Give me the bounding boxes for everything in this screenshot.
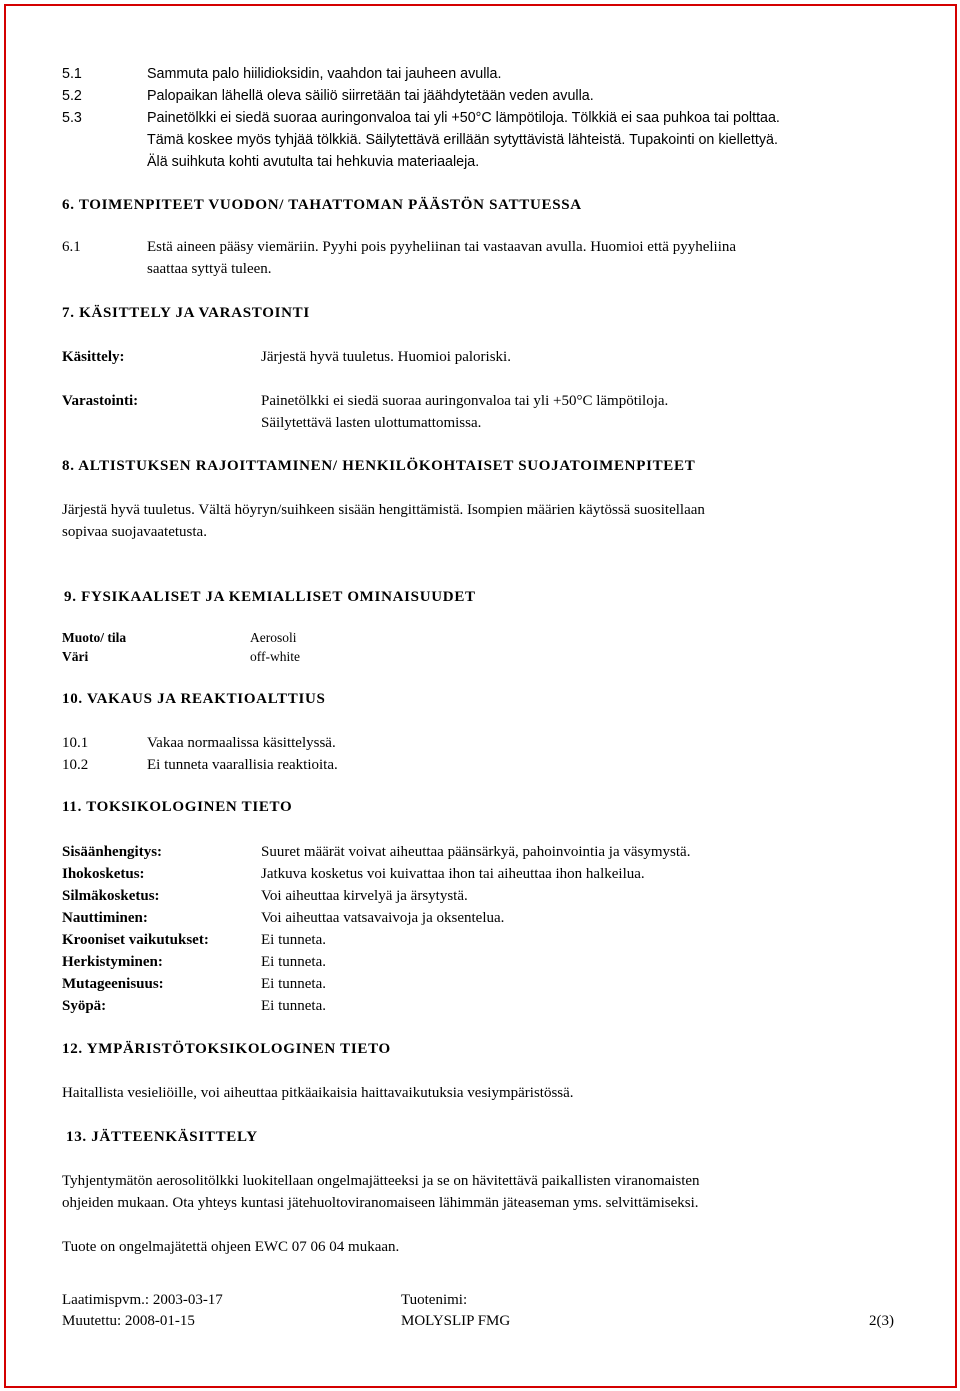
section-heading: 10. VAKAUS JA REAKTIOALTTIUS (62, 691, 326, 707)
paragraph-text: sopivaa suojavaatetusta. (62, 524, 207, 540)
tox-value: Ei tunneta. (261, 976, 326, 992)
item-number: 10.1 (62, 735, 89, 751)
footer-created-date: Laatimispvm.: 2003-03-17 (62, 1292, 223, 1308)
item-number: 5.3 (62, 110, 82, 126)
tox-label: Syöpä: (62, 998, 107, 1014)
section-heading: 9. FYSIKAALISET JA KEMIALLISET OMINAISUUDET (64, 589, 476, 605)
tox-label: Sisäänhengitys: (62, 844, 163, 860)
field-value: Painetölkki ei siedä suoraa auringonvaloa tai yli +50°C lämpötiloja. (261, 393, 669, 409)
field-value: Aerosoli (250, 630, 297, 645)
paragraph-text: Sammuta palo hiilidioksidin, vaahdon tai jauheen avulla. (147, 66, 502, 82)
paragraph-text: Tuote on ongelmajätettä ohjeen EWC 07 06 04 mukaan. (62, 1239, 400, 1255)
item-number: 6.1 (62, 239, 81, 255)
tox-value: Suuret määrät voivat aiheuttaa päänsärkyä, pahoinvointia ja väsymystä. (261, 844, 691, 860)
tox-label: Herkistyminen: (62, 954, 163, 970)
section-heading: 8. ALTISTUKSEN RAJOITTAMINEN/ HENKILÖKOHTAISET SUOJATOIMENPITEET (62, 458, 696, 474)
paragraph-text: Älä suihkuta kohti avutulta tai hehkuvia materiaaleja. (147, 154, 480, 170)
field-label: Varastointi: (62, 393, 139, 409)
footer-page-number: 2(3) (869, 1313, 894, 1329)
paragraph-text: Tämä koskee myös tyhjää tölkkiä. Säilytettävä erillään sytyttävistä lähteistä. Tupakointi on kiellettyä. (147, 132, 778, 148)
tox-value: Ei tunneta. (261, 954, 326, 970)
tox-label: Silmäkosketus: (62, 888, 160, 904)
paragraph-text: Estä aineen pääsy viemäriin. Pyyhi pois pyyheliinan tai vastaavan avulla. Huomioi että pyyheliina (147, 239, 737, 255)
paragraph-text: Palopaikan lähellä oleva säiliö siirretään tai jäähdytetään veden avulla. (147, 88, 594, 104)
tox-value: Ei tunneta. (261, 932, 326, 948)
paragraph-text: Ei tunneta vaarallisia reaktioita. (147, 757, 338, 773)
section-heading: 7. KÄSITTELY JA VARASTOINTI (62, 305, 310, 321)
section-heading: 13. JÄTTEENKÄSITTELY (66, 1129, 258, 1145)
item-number: 5.2 (62, 88, 82, 104)
tox-value: Voi aiheuttaa kirvelyä ja ärsytystä. (261, 888, 468, 904)
section-heading: 6. TOIMENPITEET VUODON/ TAHATTOMAN PÄÄSTÖN SATTUESSA (62, 197, 582, 213)
tox-value: Ei tunneta. (261, 998, 326, 1014)
footer-product-name: MOLYSLIP FMG (401, 1313, 511, 1329)
paragraph-text: Painetölkki ei siedä suoraa auringonvaloa tai yli +50°C lämpötiloja. Tölkkiä ei saa puhkoa tai polttaa. (147, 110, 780, 126)
item-number: 5.1 (62, 66, 82, 82)
tox-value: Voi aiheuttaa vatsavaivoja ja oksentelua. (261, 910, 505, 926)
paragraph-text: Tyhjentymätön aerosolitölkki luokitellaan ongelmajätteeksi ja se on hävitettävä paikallisten viranomaisten (62, 1173, 700, 1189)
field-label: Väri (62, 649, 89, 664)
field-label: Muoto/ tila (62, 630, 127, 645)
tox-label: Nauttiminen: (62, 910, 148, 926)
tox-label: Mutageenisuus: (62, 976, 164, 992)
section-heading: 11. TOKSIKOLOGINEN TIETO (62, 799, 293, 815)
tox-value: Jatkuva kosketus voi kuivattaa ihon tai aiheuttaa ihon halkeilua. (261, 866, 645, 882)
footer-modified-date: Muutettu: 2008-01-15 (62, 1313, 195, 1329)
paragraph-text: Järjestä hyvä tuuletus. Vältä höyryn/suihkeen sisään hengittämistä. Isompien määrien käytössä suositellaan (62, 502, 705, 518)
paragraph-text: Vakaa normaalissa käsittelyssä. (147, 735, 336, 751)
item-number: 10.2 (62, 757, 89, 773)
field-value: Järjestä hyvä tuuletus. Huomioi paloriski. (261, 349, 511, 365)
field-label: Käsittely: (62, 349, 125, 365)
paragraph-text: saattaa syttyä tuleen. (147, 261, 272, 277)
footer-product-label: Tuotenimi: (401, 1292, 468, 1308)
field-value: Säilytettävä lasten ulottumattomissa. (261, 415, 482, 431)
tox-label: Krooniset vaikutukset: (62, 932, 209, 948)
paragraph-text: Haitallista vesieliöille, voi aiheuttaa pitkäaikaisia haittavaikutuksia vesiympäristössä. (62, 1085, 574, 1101)
field-value: off-white (250, 649, 300, 664)
tox-label: Ihokosketus: (62, 866, 145, 882)
paragraph-text: ohjeiden mukaan. Ota yhteys kuntasi jätehuoltoviranomaiseen lähimmän jäteaseman yms. selvittämiseksi. (62, 1195, 699, 1211)
section-heading: 12. YMPÄRISTÖTOKSIKOLOGINEN TIETO (62, 1041, 391, 1057)
